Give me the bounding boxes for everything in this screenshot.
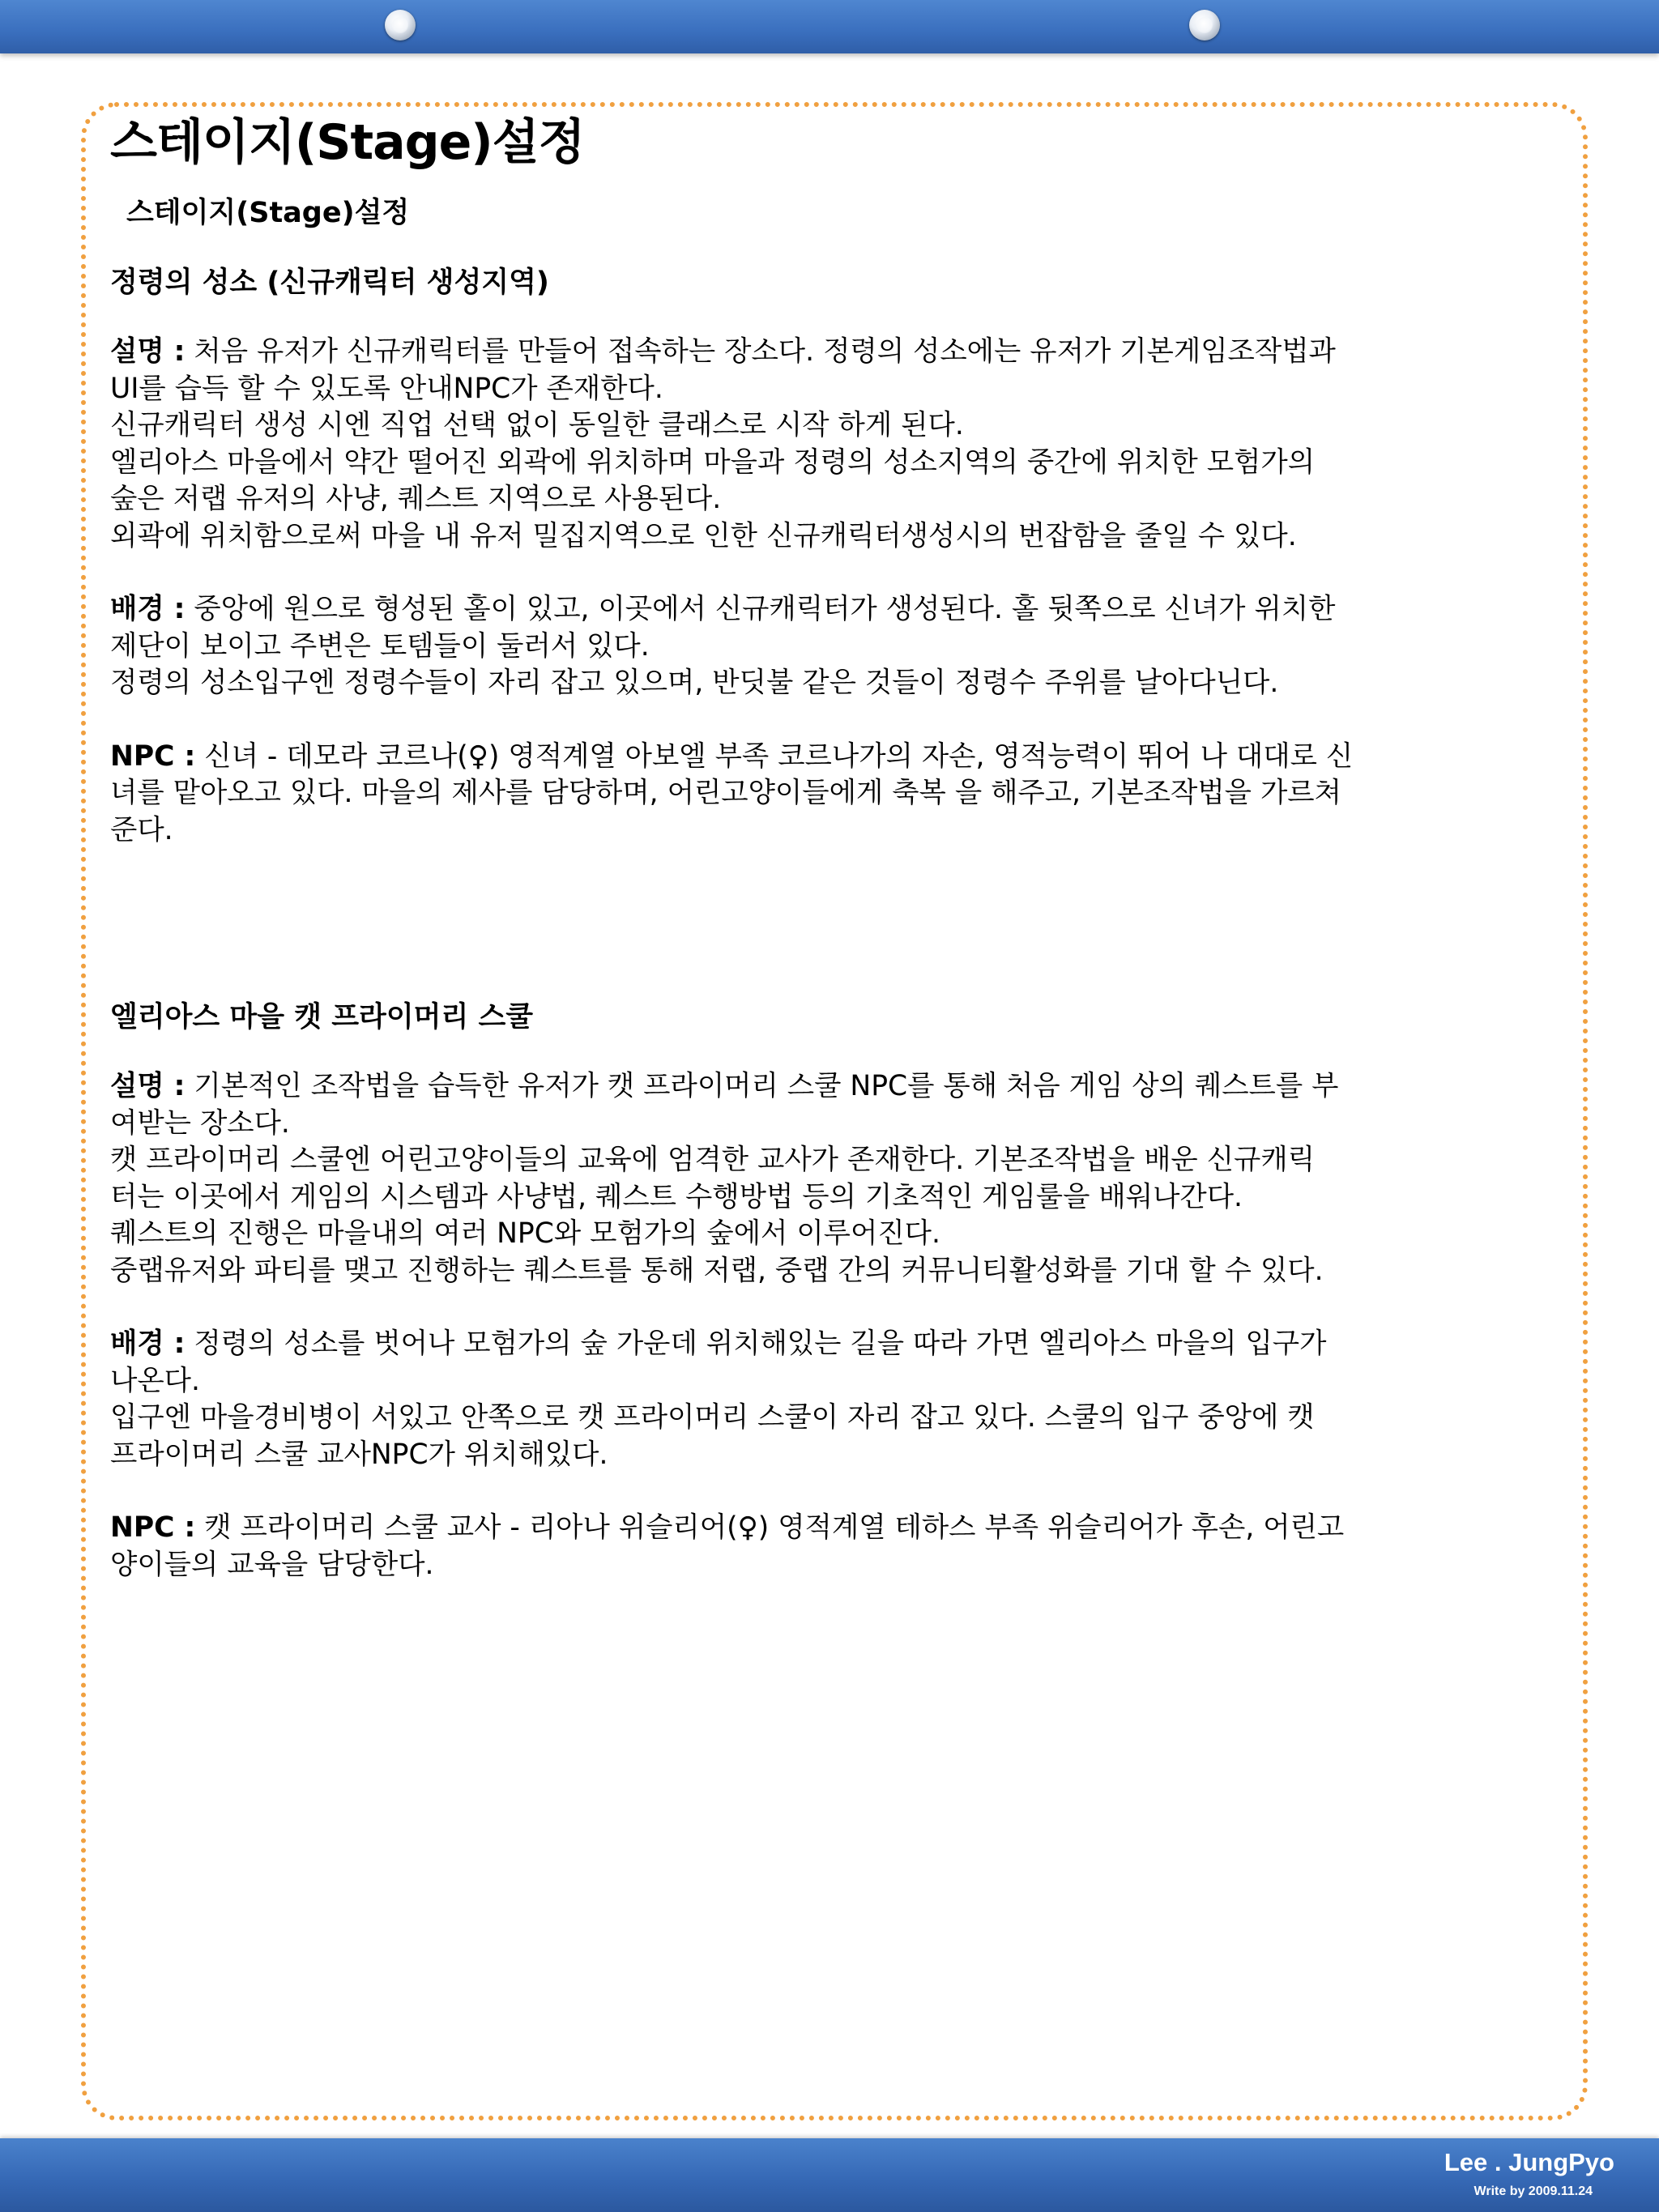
- description-paragraph: [110, 1068, 1487, 1289]
- background-label: 배경 :: [110, 593, 186, 625]
- background-paragraph: [110, 591, 1487, 702]
- binder-ring-icon: [1189, 10, 1220, 40]
- bottom-footer-bar: [0, 2138, 1659, 2212]
- paragraph-line: 프라이머리 스쿨 교사NPC가 위치해있다.: [110, 1438, 608, 1471]
- background-label: 배경 :: [110, 1328, 186, 1360]
- npc-paragraph: [110, 1510, 1487, 1583]
- paragraph-line: 숲은 저랩 유저의 사냥, 퀘스트 지역으로 사용된다.: [110, 483, 722, 515]
- page-title: 스테이지(Stage)설정: [110, 114, 585, 171]
- npc-paragraph: [110, 739, 1487, 850]
- paragraph-line: 제단이 보이고 주변은 토템들이 둘러서 있다.: [110, 629, 650, 663]
- paragraph-line: 배경 : 중앙에 원으로 형성된 홀이 있고, 이곳에서 신규캐릭터가 생성된다. 홀 뒷쪽으로 신녀가 위치한: [110, 593, 1336, 625]
- section-spacer: [110, 885, 1487, 966]
- npc-label: NPC :: [110, 739, 196, 773]
- description-label: 설명 :: [110, 335, 186, 368]
- paragraph-line: 퀘스트의 진행은 마을내의 여러 NPC와 모험가의 숲에서 이루어진다.: [110, 1217, 940, 1250]
- section-title: 엘리아스 마을 캣 프라이머리 스쿨: [110, 1001, 534, 1034]
- paragraph-line: 엘리아스 마을에서 약간 떨어진 외곽에 위치하며 마을과 정령의 성소지역의 중간에 위치한 모험가의: [110, 445, 1316, 479]
- paragraph-line: 입구엔 마을경비병이 서있고 안쪽으로 캣 프라이머리 스쿨이 자리 잡고 있다. 스쿨의 입구 중앙에 캣: [110, 1401, 1315, 1434]
- author-name: Lee . JungPyo: [1444, 2148, 1614, 2176]
- paragraph-line: 터는 이곳에서 게임의 시스템과 사냥법, 퀘스트 수행방법 등의 기초적인 게임룰을 배워나간다.: [110, 1180, 1243, 1213]
- document-body: [110, 110, 1487, 1620]
- paragraph-line: 설명 : 기본적인 조작법을 습득한 유저가 캣 프라이머리 스쿨 NPC를 통해 처음 게임 상의 퀘스트를 부: [110, 1070, 1339, 1102]
- top-header-bar: [0, 0, 1659, 53]
- paragraph-line: UI를 습득 할 수 있도록 안내NPC가 존재한다.: [110, 372, 663, 405]
- section-cat-primary-school: [110, 999, 1487, 1583]
- write-date: Write by 2009.11.24: [1473, 2184, 1593, 2198]
- paragraph-line: 배경 : 정령의 성소를 벗어나 모험가의 숲 가운데 위치해있는 길을 따라 가면 엘리아스 마을의 입구가: [110, 1328, 1327, 1360]
- paragraph-line: 설명 : 처음 유저가 신규캐릭터를 만들어 접속하는 장소다. 정령의 성소에는 유저가 기본게임조작법과: [110, 335, 1336, 368]
- description-label: 설명 :: [110, 1070, 186, 1102]
- paragraph-line: 중랩유저와 파티를 맺고 진행하는 퀘스트를 통해 저랩, 중랩 간의 커뮤니티활성화를 기대 할 수 있다.: [110, 1254, 1324, 1287]
- paragraph-line: 여받는 장소다.: [110, 1106, 290, 1140]
- npc-label: NPC :: [110, 1511, 196, 1544]
- paragraph-line: 외곽에 위치함으로써 마을 내 유저 밀집지역으로 인한 신규캐릭터생성시의 번잡함을 줄일 수 있다.: [110, 519, 1297, 552]
- paragraph-line: 정령의 성소입구엔 정령수들이 자리 잡고 있으며, 반딧불 같은 것들이 정령수 주위를 날아다닌다.: [110, 667, 1279, 699]
- section-title: 정령의 성소 (신규캐릭터 생성지역): [110, 266, 549, 299]
- paragraph-line: NPC : 캣 프라이머리 스쿨 교사 - 리아나 위슬리어(♀) 영적계열 테하스 부족 위슬리어가 후손, 어린고: [110, 1511, 1345, 1544]
- section-spirit-sanctuary: [110, 264, 1487, 849]
- paragraph-line: 캣 프라이머리 스쿨엔 어린고양이들의 교육에 엄격한 교사가 존재한다. 기본조작법을 배운 신규캐릭: [110, 1144, 1316, 1176]
- paragraph-line: NPC : 신녀 - 데모라 코르나(♀) 영적계열 아보엘 부족 코르나가의 자손, 영적능력이 뛰어 나 대대로 신: [110, 739, 1354, 773]
- description-paragraph: [110, 334, 1487, 555]
- paragraph-line: 나온다.: [110, 1364, 200, 1397]
- paragraph-line: 신규캐릭터 생성 시엔 직업 선택 없이 동일한 클래스로 시작 하게 된다.: [110, 409, 964, 441]
- binder-ring-icon: [385, 10, 416, 40]
- page-subtitle: 스테이지(Stage)설정: [126, 197, 410, 229]
- paragraph-line: 녀를 맡아오고 있다. 마을의 제사를 담당하며, 어린고양이들에게 축복 을 해주고, 기본조작법을 가르쳐: [110, 777, 1341, 809]
- paragraph-line: 양이들의 교육을 담당한다.: [110, 1548, 434, 1581]
- paragraph-line: 준다.: [110, 813, 173, 846]
- background-paragraph: [110, 1326, 1487, 1473]
